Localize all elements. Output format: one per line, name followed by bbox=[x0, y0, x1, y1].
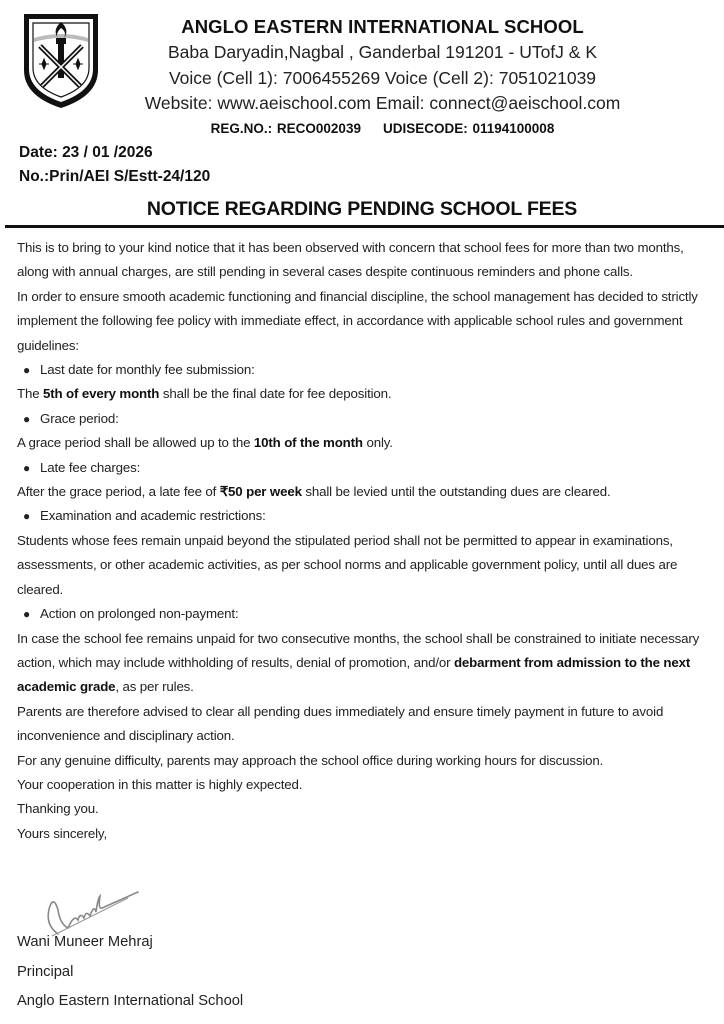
policy-item-heading: ● Grace period: bbox=[17, 407, 717, 431]
school-address: Baba Daryadin,Nagbal , Ganderbal 191201 - UTofJ & K bbox=[167, 42, 597, 62]
bullet-icon: ● bbox=[23, 607, 31, 622]
registration-line bbox=[100, 117, 665, 141]
signatory-designation: Principal bbox=[17, 963, 74, 980]
regards-line: Yours sincerely, bbox=[17, 825, 107, 841]
notice-body bbox=[17, 236, 717, 846]
policy-item-text: Students whose fees remain unpaid beyond the stipulated period shall not be permitted to appear in examinations, assessments, or other academic activities, as per school norms and applicable government policy, until all dues are cleared. bbox=[17, 532, 678, 597]
bullet-icon: ● bbox=[23, 363, 31, 378]
school-crest-logo-icon bbox=[20, 8, 102, 110]
school-phones: Voice (Cell 1): 7006455269 Voice (Cell 2): 7051021039 bbox=[168, 67, 597, 88]
notice-date: Date: 23 / 01 /2026 bbox=[19, 144, 153, 161]
signatory-name: Wani Muneer Mehraj bbox=[17, 934, 153, 950]
policy-item-heading: ● Late fee charges: bbox=[17, 456, 717, 480]
intro-paragraph-2: In order to ensure smooth academic functioning and financial discipline, the school management has decided to strictly implement the following fee policy with immediate effect, in accordance with applicable school rules and government guidelines: bbox=[17, 288, 698, 353]
policy-item-text: After the grace period, a late fee of ₹50 per week shall be levied until the outstanding dues are cleared. bbox=[17, 484, 611, 500]
intro-paragraph-1: This is to bring to your kind notice that it has been observed with concern that school fees for more than two months, along with annual charges, are still pending in several cases despite continuous reminders and phone calls. bbox=[17, 240, 684, 280]
policy-item-heading: ● Examination and academic restrictions: bbox=[17, 504, 717, 528]
udise-code: UDISECODE: 01194100008 bbox=[382, 120, 555, 136]
notice-ref-no: No.:Prin/AEI S/Estt-24/120 bbox=[19, 168, 211, 185]
signatory-block bbox=[17, 928, 243, 1017]
thanks-line: Thanking you. bbox=[17, 801, 99, 817]
notice-meta bbox=[19, 141, 210, 189]
policy-item-text: A grace period shall be allowed up to the 10th of the month only. bbox=[17, 435, 393, 451]
notice-title: NOTICE REGARDING PENDING SCHOOL FEES bbox=[146, 198, 578, 220]
title-divider bbox=[5, 225, 724, 228]
policy-item-text: In case the school fee remains unpaid for two consecutive months, the school shall be constrained to initiate necessary action, which may include withholding of results, denial of promotion, and/or debarment from admission to the next academic grade, as per rules. bbox=[17, 630, 700, 695]
bullet-icon: ● bbox=[23, 411, 31, 426]
school-name: ANGLO EASTERN INTERNATIONAL SCHOOL bbox=[181, 16, 584, 37]
signatory-organization: Anglo Eastern International School bbox=[17, 993, 244, 1009]
policy-item-text: The 5th of every month shall be the final date for fee deposition. bbox=[17, 386, 392, 402]
closing-paragraph-2: For any genuine difficulty, parents may approach the school office during working hours for discussion. bbox=[17, 752, 604, 768]
reg-no: REG.NO.: RECO002039 bbox=[210, 120, 361, 136]
letterhead bbox=[100, 14, 665, 141]
bullet-icon: ● bbox=[23, 509, 31, 524]
school-web-email: Website: www.aeischool.com Email: connect@aeischool.com bbox=[144, 93, 621, 113]
closing-paragraph-1: Parents are therefore advised to clear all pending dues immediately and ensure timely payment in future to avoid inconvenience and disciplinary action. bbox=[17, 703, 664, 744]
policy-item-heading: ● Last date for monthly fee submission: bbox=[17, 358, 717, 382]
policy-item-heading: ● Action on prolonged non-payment: bbox=[17, 602, 717, 626]
bullet-icon: ● bbox=[23, 460, 31, 475]
closing-paragraph-3: Your cooperation in this matter is highly expected. bbox=[17, 776, 303, 792]
